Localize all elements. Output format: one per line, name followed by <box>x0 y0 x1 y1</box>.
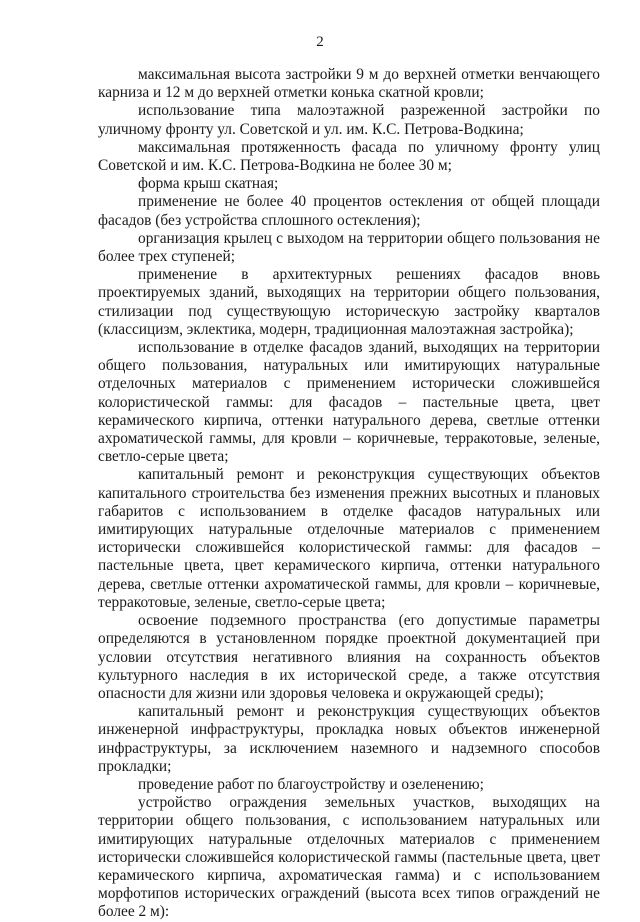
paragraph-landscaping: проведение работ по благоустройству и озеленению; <box>138 775 484 793</box>
paragraph-low-rise-type: использование типа малоэтажной разреженной застройки по уличному фронту ул. Советской и ул. им. К.С. Петрова-Водкина; <box>98 102 600 138</box>
paragraph-underground-space: освоение подземного пространства (его допустимые параметры определяются в установленном порядке проектной документацией при условии отсутствия негативного влияния на сохранность объектов культурного наследия в их исторической среде, а также отсутствия опасности для жизни или здоровья человека и окружающей среды); <box>98 612 600 702</box>
paragraph-fencing: устройство ограждения земельных участков, выходящих на территории общего пользования, с использованием натуральных или имитирующих натуральные отделочных материалов с применением исторически сложившейся колористической гаммы (пастельные цвета, цвет керамического кирпича, ахроматическая гамма) и с использованием морфотипов исторических ограждений (высота всех типов ограждений не более 2 м): <box>98 794 600 921</box>
paragraph-facade-stylization: применение в архитектурных решениях фасадов вновь проектируемых зданий, выходящих на территории общего пользования, стилизации под существующую историческую застройку кварталов (классицизм, эклектика, модерн, традиционная малоэтажная застройка); <box>98 266 600 338</box>
page-number: 2 <box>316 34 324 50</box>
paragraph-max-building-height: максимальная высота застройки 9 м до верхней отметки венчающего карниза и 12 м до верхней отметки конька скатной кровли; <box>98 66 600 102</box>
paragraph-capital-repair-buildings: капитальный ремонт и реконструкция существующих объектов капитального строительства без изменения прежних высотных и плановых габаритов с использованием в отделке фасадов натуральных или имитирующих натуральные отделочные материалов с применением исторически сложившейся колористической гаммы: для фасадов – пастельные цвета, цвет керамического кирпича, оттенки натурального дерева, светлые оттенки ахроматической гаммы, для кровли – коричневые, терракотовые, зеленые, светло-серые цвета; <box>98 466 600 611</box>
paragraph-porches: организация крылец с выходом на территории общего пользования не более трех ступеней; <box>98 229 600 266</box>
paragraph-facade-materials: использование в отделке фасадов зданий, выходящих на территории общего пользования, натуральных или имитирующих натуральные отделочных материалов с применением исторически сложившейся колористической гаммы: для фасадов – пастельные цвета, цвет керамического кирпича, оттенки натурального дерева, светлые оттенки ахроматической гаммы, для кровли – коричневые, терракотовые, зеленые, светло-серые цвета; <box>98 339 600 466</box>
paragraph-glazing: применение не более 40 процентов остекления от общей площади фасадов (без устройства сплошного остекления); <box>98 193 600 229</box>
paragraph-roof-shape: форма крыш скатная; <box>138 175 279 193</box>
paragraph-engineering-infrastructure: капитальный ремонт и реконструкция существующих объектов инженерной инфраструктуры, прокладка новых объектов инженерной инфраструктуры, за исключением наземного и надземного способов прокладки; <box>98 703 600 775</box>
body-text <box>98 66 600 922</box>
paragraph-facade-length: максимальная протяженность фасада по уличному фронту улиц Советской и им. К.С. Петрова-Водкина не более 30 м; <box>98 138 600 175</box>
